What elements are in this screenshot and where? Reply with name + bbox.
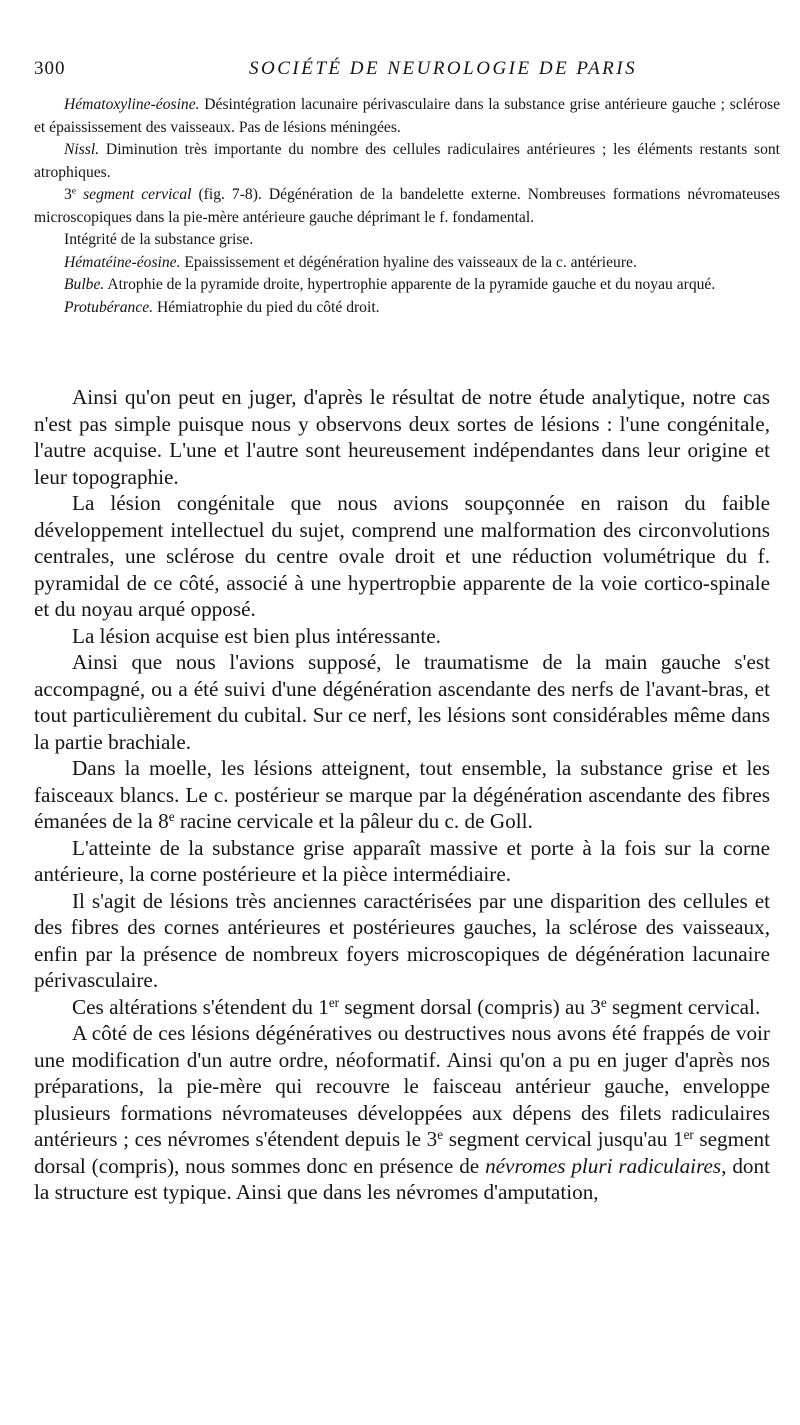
text-run: A côté de ces lésions dégénératives ou destructives nous avons été frappés de voir une modification d'un autre ordre, néoformatif. Ainsi qu'on a pu en juger d'après nos préparations, la pie-mère qui recouvre le faisceau antérieur gauche, enveloppe plusieurs formations névromateuses développées aux dépens des filets radiculaires antérieurs ; ces névromes s'étendent depuis le 3	[34, 1021, 770, 1151]
paragraph: Ainsi que nous l'avions supposé, le traumatisme de la main gauche s'est accompagné, ou a été suivi d'une dégénération ascendante des nerfs de l'avant-bras, et tout particulièrement du cubital. Sur ce nerf, les lésions sont considérables même dans la partie brachiale.	[34, 650, 770, 754]
italic-term: névromes pluri radiculaires	[485, 1153, 722, 1178]
note-text: Epaississement et dégénération hyaline des vaisseaux de la c. antérieure.	[180, 253, 637, 271]
note-hematoxyline	[34, 94, 780, 139]
note-text: Intégrité de la substance grise.	[64, 231, 254, 248]
note-label-number: 3	[64, 186, 72, 203]
text-run: , dont la structure est typique. Ainsi que dans les névromes d'amputation,	[34, 1153, 771, 1204]
note-nissl	[34, 139, 780, 184]
text-run: racine cervicale et la pâleur du c. de Goll.	[174, 809, 533, 833]
note-hemateine	[34, 252, 780, 275]
running-head: SOCIÉTÉ DE NEUROLOGIE DE PARIS	[249, 58, 638, 79]
note-integrite	[34, 229, 780, 252]
note-protuberance	[34, 297, 780, 320]
note-label: segment cervical	[76, 186, 192, 203]
text-run: Dans la moelle, les lésions atteignent, tout ensemble, la substance grise et les faisceaux blancs. Le c. postérieur se marque par la dégénération ascendante des fibres émanées de la 8	[34, 756, 770, 833]
note-text: Atrophie de la pyramide droite, hypertrophie apparente de la pyramide gauche et du noyau arqué.	[104, 276, 716, 293]
superscript: e	[600, 994, 607, 1010]
note-label: Protubérance.	[64, 298, 154, 316]
note-text: Hémiatrophie du pied du côté droit.	[153, 298, 380, 316]
paragraph	[34, 1020, 770, 1206]
superscript: er	[328, 994, 340, 1010]
page-number: 300	[34, 58, 66, 79]
note-text: (fig. 7-8). Dégénération de la bandelette externe. Nombreuses formations névromateuses microscopiques dans la pie-mère antérieure gauche déprimant le f. fondamental.	[34, 186, 780, 226]
note-label: Hématéine-éosine.	[64, 253, 181, 271]
note-label-sup: e	[71, 185, 77, 197]
superscript: er	[683, 1126, 694, 1142]
text-run: segment dorsal (compris), nous sommes donc en présence de	[34, 1127, 771, 1178]
paragraph: Il s'agit de lésions très anciennes caractérisées par une disparition des cellules et des fibres des cornes antérieures et postérieures gauches, la sclérose des vaisseaux, enfin par la présence de nombreux foyers microscopiques de dégénération lacunaire périvasculaire.	[34, 888, 770, 992]
note-segment-cervical	[34, 184, 780, 229]
histology-notes	[34, 94, 780, 319]
text-run: segment dorsal (compris) au 3	[339, 994, 601, 1019]
paragraph: La lésion acquise est bien plus intéressante.	[72, 623, 441, 648]
text-run: segment cervical.	[606, 994, 761, 1019]
note-bulbe	[34, 274, 780, 297]
paragraph: L'atteinte de la substance grise apparaît massive et porte à la fois sur la corne antérieure, la corne postérieure et la pièce intermédiaire.	[34, 835, 770, 886]
text-run: segment cervical jusqu'au 1	[443, 1127, 684, 1151]
body-text	[34, 384, 770, 1206]
superscript: e	[437, 1126, 444, 1142]
paragraph: La lésion congénitale que nous avions soupçonnée en raison du faible développement intellectuel du sujet, comprend une malformation des circonvolutions centrales, une sclérose du centre ovale droit et une réduction volumétrique du f. pyramidal de ce côté, associé à une hypertropbie apparente de la voie cortico-spinale et du noyau arqué opposé.	[34, 491, 770, 621]
text-run: Ces altérations s'étendent du 1	[72, 994, 329, 1019]
note-label: Bulbe.	[64, 276, 105, 293]
paragraph	[34, 755, 770, 835]
superscript: e	[168, 808, 175, 824]
paragraph: Ainsi qu'on peut en juger, d'après le résultat de notre étude analytique, notre cas n'est pas simple puisque nous y observons deux sortes de lésions : l'une congénitale, l'autre acquise. L'une et l'autre sont heureusement indépendantes dans leur origine et leur topographie.	[34, 385, 770, 489]
note-text: Diminution très importante du nombre des cellules radiculaires antérieures ; les éléments restants sont atrophiques.	[34, 141, 780, 181]
note-text: Désintégration lacunaire périvasculaire dans la substance grise antérieure gauche ; sclérose et épaississement des vaisseaux. Pas de lésions méningées.	[34, 96, 780, 136]
note-label: Hématoxyline-éosine.	[64, 96, 200, 113]
page-header	[34, 58, 760, 86]
paragraph	[34, 994, 770, 1021]
note-label: Nissl.	[64, 141, 100, 158]
